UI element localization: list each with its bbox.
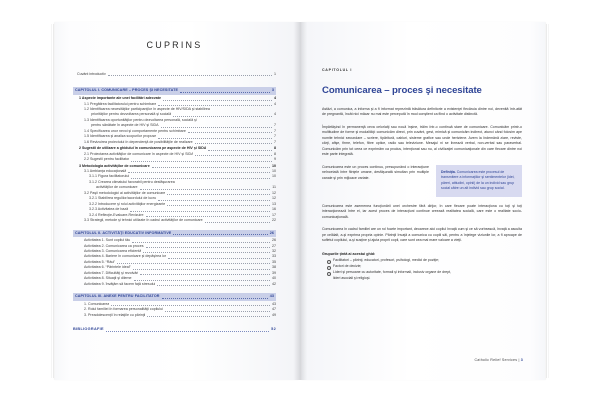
leader-dots: [140, 188, 271, 190]
toc-entry-page: 40: [272, 276, 276, 281]
toc-row[interactable]: [73, 87, 276, 95]
leader-dots: [208, 149, 272, 151]
toc-entry-page: 10: [272, 174, 276, 179]
toc-entry-page: 1: [274, 72, 276, 76]
toc-entry-label: Activitatea 6. “Părintele ideal”: [84, 265, 131, 270]
leader-dots: [147, 315, 270, 317]
toc-entry-page: 7: [274, 123, 276, 128]
toc-entry-page: 42: [272, 281, 276, 286]
toc-entry-label-cont: priorităţilor pentru dezvoltarea personală şi socială: [91, 112, 172, 117]
toc-row[interactable]: [73, 282, 276, 287]
paragraph-3: Comunicarea este un proces continuu, presupunând o interacţiune neîncetată între fiinţele umane, desfăşurată simultan prin multiple canale şi prin mijloace variate.: [322, 164, 429, 180]
paragraph-1: Astăzi, a comunica, a informa şi a fi informat reprezintă trăsătura definitorie a existenţei fiecăruia dintre noi, devenită într-atât de pregnantă, încât nici măcar nu mai este percepută în mod conştient ca fiind o activitate distinctă.: [322, 107, 522, 117]
toc-entry-label: Activitatea 7. Dificultăţi şi rezolvări: [84, 270, 139, 275]
toc-row[interactable]: [73, 157, 276, 162]
toc-entry-label: Activitatea 2. Comunicarea ca proces: [84, 243, 144, 248]
toc-entry-label: 1.3 Identificarea oportunităţilor pentru dezvoltarea personală, socială şi: [84, 117, 197, 122]
toc-row[interactable]: [73, 140, 276, 145]
paragraph-2: Împărtăşind în permanenţă ceva celorlalţi sau nouă înşine, trăim într-o continuă stare de comunicare. Comunicăm printr-o multitudine de forme şi modalităţi: comunicăm direct, prin cuvânt, gest, mimică şi comunicăm indirect, atunci când folosim ape numite tehnici secundare – scriere, tipăritură, cabluri, sisteme grafice sau unde hertziene. Avem la îndemână ziare, reviste, cărţi, afişe, firme, telefon, fibre optice, radio sau televiziune. Mesajul ni se livrează verbal, non-verbal sau paraverbal. Comunicăm prin tot ceea ce exprimăm ca produs, intenţionat sau nu, al civilizaţiei comunicaţionale din care fiecare dintre noi este parte integrată.: [322, 124, 522, 157]
toc-entry-label: 3.3 Strategii, metode şi tehnici utilizate în cadrul activităţilor de comunicare: [84, 218, 203, 223]
leader-dots: [140, 273, 270, 275]
toc-entry-page: 8: [274, 146, 276, 151]
list-item: Lideri şi persoane cu autoritate, formali şi informali, inclusiv organe de drept,: [322, 270, 522, 275]
toc-entry-label: 2.2 Sugestii pentru facilitator: [84, 157, 130, 162]
toc-entry-page: 4: [274, 112, 276, 117]
leader-dots: [173, 233, 267, 235]
toc-entry-label: 3.2.2 Introducere şi rolul activităţilor energizante: [89, 201, 166, 206]
leader-dots: [195, 142, 272, 144]
table-of-contents: [73, 40, 276, 333]
toc-entry-page: 11: [272, 185, 276, 190]
toc-row[interactable]: [73, 218, 276, 223]
toc-entry-page: 22: [272, 218, 276, 223]
leader-dots: [167, 193, 270, 195]
definition-text: Comunicarea este procesul de transmitere a informaţiilor şi sentimentelor (idei, păreri, atitudini, opinii) de la un individ sau grup social către un alt individ sau grup social.: [441, 169, 515, 191]
toc-entry-label: 3.1.2 Crearea climatului favorabil pentru desfăşurarea: [89, 179, 175, 184]
toc-entry-label: 1.6 Revizuirea proiectului în dependenţă de posibilităţile de realizare: [84, 139, 193, 144]
leader-dots: [130, 210, 270, 212]
target-groups-title: Grupurile ţintă ai acestui ghid:: [322, 252, 376, 257]
toc-entry-label: 1.1 Pregătirea facilitatorului pentru schimbare: [84, 101, 157, 106]
chapter-title: Comunicarea – proces şi necesitate: [322, 85, 482, 96]
chapter-content: [322, 68, 522, 282]
leader-dots: [128, 171, 270, 173]
toc-entry-label: BIBLIOGRAFIE: [73, 327, 104, 332]
toc-entry-page: 12: [272, 190, 276, 195]
toc-entry-label: 2 Sugestii de utilizare a ghidului în comunicarea pe aspecte de HIV şi SIDA: [79, 146, 207, 151]
toc-row-bibliography[interactable]: [73, 327, 276, 333]
toc-entry-label: 3.2.1 Stabilirea regulilor/acordului de lucru: [89, 196, 157, 201]
toc-entry-label: 1 Aspecte importante ale unei facilitări adecvate: [79, 96, 161, 101]
leader-dots: [152, 166, 270, 168]
leader-dots: [146, 215, 270, 217]
leader-dots: [161, 126, 272, 128]
toc-entry-label: 1.2 Identificarea necesităţilor participanţilor în aspecte de HIV/SIDA şi stabilirea: [84, 106, 210, 111]
toc-entry-page: 32: [272, 249, 276, 254]
page-edge-right-outer: [546, 24, 547, 378]
toc-rows-container: [73, 87, 276, 318]
leader-dots: [146, 246, 270, 248]
leader-dots: [117, 262, 270, 264]
toc-entry-page: 52: [271, 327, 276, 332]
leader-dots: [143, 251, 270, 253]
toc-entry-page: 16: [272, 207, 276, 212]
leader-dots: [131, 160, 272, 162]
leader-dots: [165, 310, 270, 312]
definition-callout-box: [436, 165, 522, 197]
leader-dots: [195, 154, 272, 156]
toc-entry-page: 12: [272, 196, 276, 201]
toc-entry-label: 3.2.4 Reflecţie-Evaluare-Revizuire: [89, 212, 144, 217]
leader-dots: [158, 137, 272, 139]
toc-row[interactable]: [73, 293, 276, 301]
toc-entry-label: 3. Preadolescenţii în relaţiile cu părinţii: [84, 312, 146, 317]
toc-row[interactable]: [73, 107, 276, 118]
page-footer: [475, 358, 524, 362]
toc-entry-label: Activitatea 9. Învăţăm să facem faţă stresului: [84, 281, 156, 286]
leader-dots: [180, 91, 270, 93]
toc-row[interactable]: [73, 118, 276, 129]
toc-entry-page: 26: [272, 238, 276, 243]
page-edge-left-outer2: [51, 24, 52, 378]
list-item: lideri asociali şi religioşi.: [333, 276, 371, 281]
toc-entry-page: 3: [271, 88, 274, 93]
leader-dots: [158, 199, 270, 201]
toc-entry-label: 3.1 Ambianţa educaţională: [84, 168, 127, 173]
toc-entry-label: 1. Comunicarea: [84, 301, 110, 306]
paragraph-with-definition: [322, 165, 522, 197]
right-page: [300, 22, 545, 380]
toc-row[interactable]: [73, 313, 276, 318]
toc-entry-page: 35: [272, 259, 276, 264]
toc-entry-page: 33: [272, 254, 276, 259]
footer-organization: Catholic Relief Services: [474, 358, 518, 362]
paragraph-5: Comunicarea în cadrul familiei are un rol foarte important, deoarece aici copilul învaţă cum şi ce să vorbească, învaţă a asculta pe celălalt, a-şi exprima propria opinie. Părinţii învaţă a comunica cu copiii săi, pentru a înţelege viziunile lor, a fi aproape de sufletul copilului, a-şi susţine şi ajuta proprii copii, care sunt cea mai mare valoare a vieţii.: [322, 227, 522, 242]
toc-entry-list: [73, 72, 276, 333]
toc-row-intro[interactable]: [73, 72, 276, 77]
toc-entry-label: 3 Metodologia activităţilor de comunicare: [79, 163, 150, 168]
toc-entry-label: 2.1 Proiectarea activităţilor de comunicare în aspecte de HIV şi SIDA: [84, 151, 194, 156]
page-edge-left-outer: [53, 24, 54, 378]
toc-entry-label: 3.2.3 Activitatea de bază: [89, 207, 129, 212]
leader-dots: [158, 104, 272, 106]
leader-dots: [157, 284, 270, 286]
definition-label: Definiţia.: [441, 169, 456, 174]
list-item: Facilitatori – părinţi, educatori, profesori, psihologi, medici de poziţie;: [322, 258, 522, 263]
toc-entry-page: 7: [274, 128, 276, 133]
toc-entry-label-cont: activităţilor de comunicare: [96, 185, 138, 190]
leader-dots: [163, 99, 272, 101]
toc-entry-label: CAPITOLUL III. ANEXE PENTRU FACILITATOR: [75, 294, 160, 299]
toc-entry-page: 7: [274, 134, 276, 139]
toc-entry-label: 1.4 Specificarea unor nevoi şi comportamente pentru schimbare: [84, 128, 186, 133]
footer-page-number: 3: [520, 358, 523, 362]
toc-entry-page: 43: [269, 294, 274, 299]
leader-dots: [167, 204, 270, 206]
toc-entry-page: 43: [272, 301, 276, 306]
toc-entry-page: 13: [272, 201, 276, 206]
leader-dots: [111, 304, 270, 306]
toc-entry-page: 17: [272, 212, 276, 217]
toc-entry-label: CAPITOLUL II. ACTIVITĂŢI EDUCATIV INFORMATIVE: [75, 230, 172, 235]
toc-row[interactable]: [73, 230, 276, 238]
page-edge-right-outer2: [548, 24, 549, 378]
open-book: [55, 22, 545, 380]
leader-dots: [133, 268, 270, 270]
toc-entry-page: 4: [274, 96, 276, 101]
chapter-kicker: CAPITOLUL I: [322, 68, 353, 72]
footer-separator: |: [518, 358, 520, 362]
toc-entry-label: Cuvânt introductiv: [77, 72, 106, 76]
toc-title: CUPRINS: [146, 40, 203, 50]
left-page: [55, 22, 300, 380]
toc-entry-label-cont: pentru sănătate în aspecte de HIV şi SIDA: [91, 123, 159, 128]
leader-dots: [188, 131, 272, 133]
toc-entry-label: 3.2 Paşii metodologici ai activităţilor de comunicare: [84, 190, 166, 195]
toc-entry-label: Activitatea 5. “Râul”: [84, 259, 116, 264]
leader-dots: [108, 74, 272, 76]
toc-entry-page: 10: [272, 168, 276, 173]
toc-entry-label: Activitatea 1. Sunt copilul tău: [84, 238, 131, 243]
toc-entry-page: 7: [274, 139, 276, 144]
toc-entry-label: Activitatea 4. Bariere în comunicare şi depăşirea lor: [84, 254, 167, 259]
paragraph-4: Comunicarea este asemenea funcţionării unei orchestre fără dirijor, în care fiecare poate interacţiona cu toţi şi toţi interacţionează între ei, iar acest proces de interacţiuni continue creează realitatea socială, care este o realitate socio-comunicaţională.: [322, 203, 522, 219]
list-item: Factori de decizie;: [322, 264, 522, 269]
toc-entry-label: 2. Rolul familiei în formarea personalităţii copilului: [84, 307, 163, 312]
leader-dots: [132, 241, 270, 243]
toc-entry-page: 47: [272, 307, 276, 312]
leader-dots: [168, 257, 270, 259]
leader-dots: [134, 279, 270, 281]
toc-entry-page: 38: [272, 265, 276, 270]
toc-entry-label: Activitatea 8. Situaţii şi dileme: [84, 276, 132, 281]
target-groups-list: [322, 258, 522, 281]
toc-entry-page: 4: [274, 101, 276, 106]
toc-entry-label: CAPITOLUL I. COMUNICARE – PROCES ŞI NECESITATE: [75, 88, 179, 93]
leader-dots: [106, 330, 269, 332]
toc-entry-label: 1.5 Identificarea şi analiza scopurilor propuse: [84, 134, 157, 139]
toc-entry-page: 10: [272, 163, 276, 168]
leader-dots: [173, 115, 272, 117]
toc-entry-page: 8: [274, 151, 276, 156]
toc-entry-page: 26: [269, 230, 274, 235]
leader-dots: [131, 177, 270, 179]
leader-dots: [205, 221, 270, 223]
toc-entry-page: 27: [272, 243, 276, 248]
toc-entry-page: 39: [272, 270, 276, 275]
toc-entry-label: Activitatea 3. Comunicarea eficientă: [84, 249, 142, 254]
toc-entry-label: 3.1.1 Figura facilitatorului: [89, 174, 130, 179]
toc-entry-page: 9: [274, 157, 276, 162]
toc-row[interactable]: [73, 180, 276, 191]
leader-dots: [162, 297, 268, 299]
toc-entry-page: 49: [272, 312, 276, 317]
